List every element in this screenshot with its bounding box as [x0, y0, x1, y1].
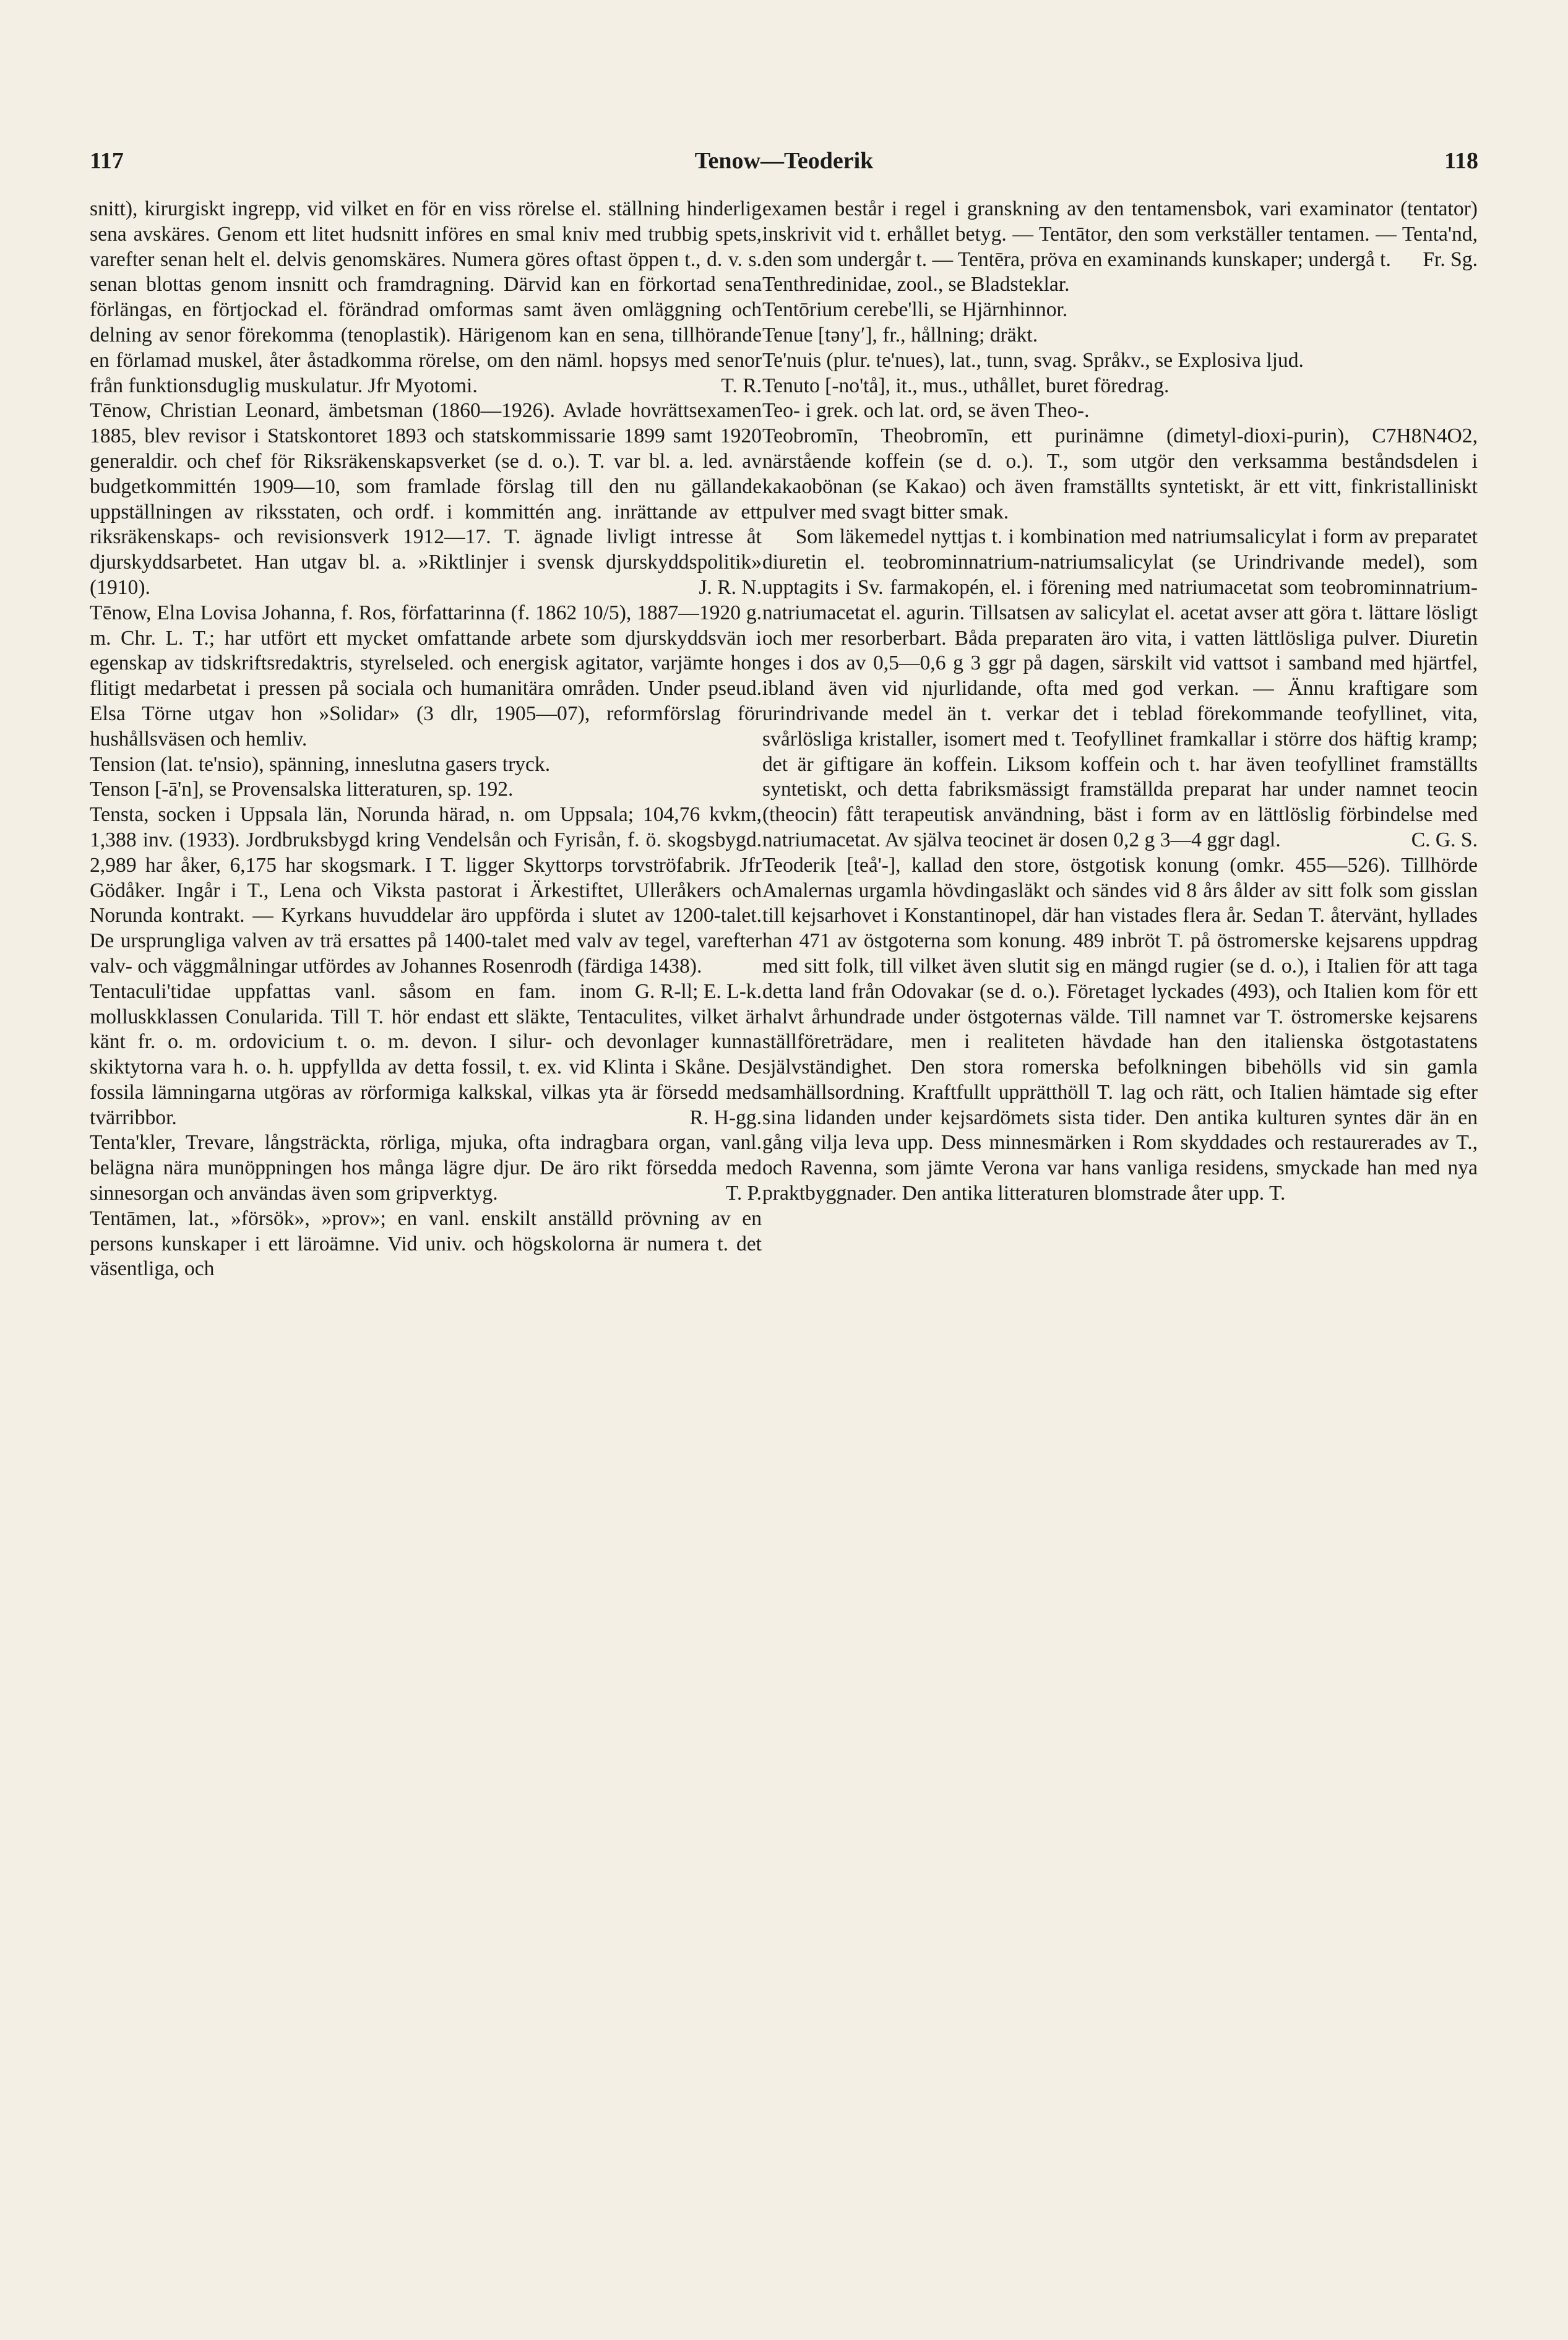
entry-tentamen-cont — [762, 197, 1478, 272]
entry-tenuto: Tenuto [-no'tå], it., mus., uthållet, buret föredrag. — [762, 374, 1170, 397]
left-column — [90, 197, 762, 1282]
entry-text: Tenta'kler, Trevare, långsträckta, rörliga, mjuka, ofta indragbara organ, vanl. belägna nära munöppningen hos många lägre djur. De äro rikt försedda med sinnesorgan och användas även som gripverktyg. — [90, 1131, 762, 1205]
entry-tenow-elna: Tēnow, Elna Lovisa Johanna, f. Ros, författarinna (f. 1862 10/5), 1887—1920 g. m. Chr. L. T.; har utfört ett mycket omfattande arbete som djurskyddsvän i egenskap av tidskriftsredaktris, styrelseled. och energisk agitator, varjämte hon flitigt medarbetat i pressen på sociala och humanitära områden. Under pseud. Elsa Törne utgav hon »Solidar» (3 dlr, 1905—07), reformförslag för hushållsväsen och hemliv. — [90, 601, 762, 751]
entry-text: Tentaculi'tidae uppfattas vanl. såsom en fam. inom molluskklassen Conularida. Till T. hör endast ett släkte, Tentaculites, vilket är känt fr. o. m. ordovicium t. o. m. devon. I silur- och devonlager kunna skiktytorna vara h. o. h. uppfyllda av detta fossil, t. ex. vid Klinta i Skåne. De fossila lämningarna utgöras av rörformiga kalkskal, vilkas yta är försedd med tvärribbor. — [90, 979, 762, 1129]
page-header — [90, 147, 1478, 191]
entry-tentamen: Tentāmen, lat., »försök», »prov»; en vanl. enskilt anställd prövning av en persons kunskaper i ett läroämne. Vid univ. och högskolorna är numera t. det väsentliga, och — [90, 1207, 762, 1281]
signature: G. R-ll; E. L-k. — [634, 979, 762, 1003]
right-column — [762, 197, 1478, 1207]
signature: T. P. — [725, 1182, 762, 1205]
entry-tenson: Tenson [-ā'n], se Provensalska litteraturen, sp. 192. — [90, 778, 514, 801]
entry-tenue: Tenue [tənyʹ], fr., hållning; dräkt. — [762, 323, 1038, 346]
entry-tenotomi-cont — [90, 197, 762, 398]
entry-tension: Tension (lat. te'nsio), spänning, inneslutna gasers tryck. — [90, 752, 551, 776]
entry-teo: Teo- i grek. och lat. ord, se även Theo-. — [762, 399, 1090, 423]
entry-text: Tēnow, Christian Leonard, ämbetsman (1860—1926). Avlade hovrättsexamen 1885, blev revisor i Statskontoret 1893 och statskommissarie 1899 samt 1920 generaldir. och chef för Riksräkenskapsverket (se d. o.). T. var bl. a. led. av budgetkommittén 1909—10, som framlade förslag till den nu gällande uppställningen av riksstaten, och ordf. i kommittén ang. inrättande av ett riksräkenskaps- och revisionsverk 1912—17. T. ägnade livligt intresse åt djurskyddsarbetet. Han utgav bl. a. »Riktlinjer i svensk djurskyddspolitik» (1910). — [90, 399, 762, 599]
left-page-number: 117 — [90, 148, 124, 174]
entry-tentakler — [90, 1130, 762, 1206]
signature: J. R. N. — [699, 575, 762, 599]
signature: C. G. S. — [1411, 828, 1478, 851]
entry-teobromin: Teobromīn, Theobromīn, ett purinämne (dimetyl-dioxi-purin), C7H8N4O2, närstående koffein (se d. o.). T., som utgör den verksamma beståndsdelen i kakaobönan (se Kakao) och även framställts syntetiskt, är ett vitt, finkristalliniskt pulver med svagt bitter smak. — [762, 424, 1478, 523]
right-page-number: 118 — [1444, 148, 1478, 174]
entry-text: snitt), kirurgiskt ingrepp, vid vilket en för en viss rörelse el. ställning hinderlig sena avskäres. Genom ett litet hudsnitt införes en smal kniv med trubbig spets, varefter senan helt el. delvis genomskäres. Numera göres oftast öppen t., d. v. s. senan blottas genom insnitt och framdragning. Därvid kan en förkortad sena förlängas, en förtjockad el. förändrad omformas samt även omläggning och delning av senor förekomma (tenoplastik). Härigenom kan en sena, tillhörande en förlamad muskel, åter åstadkomma rörelse, om den näml. hopsys med senor från funktionsduglig muskulatur. Jfr Myotomi. — [90, 197, 762, 397]
entry-tentorium: Tentōrium cerebe'lli, se Hjärnhinnor. — [762, 298, 1068, 322]
signature: T. R. — [721, 374, 762, 397]
entry-text: Tensta, socken i Uppsala län, Norunda härad, n. om Uppsala; 104,76 kvkm, 1,388 inv. (1933). Jordbruksbygd kring Vendelsån och Fyrisån, f. ö. skogsbygd. 2,989 har åker, 6,175 har skogsmark. I T. ligger Skyttorps torvströfabrik. Jfr Gödåker. Ingår i T., Lena och Viksta pastorat i Ärkestiftet, Ulleråkers och Norunda kontrakt. — Kyrkans huvuddelar äro uppförda i slutet av 1200-talet. De ursprungliga valven av trä ersattes på 1400-talet med valv av tegel, varefter valv- och väggmålningar utfördes av Johannes Rosenrodh (färdiga 1438). — [90, 803, 762, 978]
signature: Fr. Sg. — [1423, 247, 1478, 271]
signature: R. H-gg. — [689, 1106, 762, 1129]
entry-teoderik: Teoderik [teå'-], kallad den store, östgotisk konung (omkr. 455—526). Tillhörde Amalernas urgamla hövdingasläkt och sändes vid 8 års ålder av sitt folk som gisslan till kejsarhovet i Konstantinopel, där han vistades flera år. Sedan T. återvänt, hyllades han 471 av östgoterna som konung. 489 inbröt T. på östromerske kejsarens uppdrag med sitt folk, till vilket även slutit sig en mängd rugier (se d. o.), i Italien för att taga detta land från Odovakar (se d. o.). Företaget lyckades (493), och Italien kom för ett halvt århundrade under östgoternas välde. Till namnet var T. östromerske kejsarens ställföreträdare, men i realiteten hävdade han den italienska östgotastatens självständighet. Den stora romerska befolkningen bibehölls vid sin gamla samhällsordning. Kraftfullt upprätthöll T. lag och rätt, och Italien hämtade sig efter sina lidanden under kejsardömets sista tider. Den antika kulturen syntes där än en gång vilja leva upp. Dess minnesmärken i Rom skyddades och restaurerades av T., och Ravenna, som jämte Verona var hans vanliga residens, smyckade han med nya praktbyggnader. Den antika litteraturen blomstrade åter upp. T. — [762, 853, 1478, 1205]
entry-tenow-christian — [90, 398, 762, 600]
entry-tensta — [90, 802, 762, 1003]
entry-tenuis: Te'nuis (plur. te'nues), lat., tunn, svag. Språkv., se Explosiva ljud. — [762, 348, 1304, 372]
entry-tenthredinidae: Tenthredinidae, zool., se Bladsteklar. — [762, 273, 1070, 296]
entry-text: Som läkemedel nyttjas t. i kombination med natriumsalicylat i form av preparatet diuretin el. teobrominnatrium-natriumsalicylat (se Urindrivande medel), som upptagits i Sv. farmakopén, el. i förening med natriumacetat som teobrominnatrium-natriumacetat el. agurin. Tillsatsen av salicylat el. acetat avser att göra t. lättare lösligt och mer resorberbart. Båda preparaten äro vita, i vatten lättlösliga pulver. Diuretin ges i dos av 0,5—0,6 g 3 ggr på dagen, särskilt vid vattsot i samband med hjärtfel, ibland även vid njurlidande, ofta med god verkan. — Ännu kraftigare som urindrivande medel än t. verkar det i teblad förekommande teofyllinet, vita, svårlösliga kristaller, isomert med t. Teofyllinet framkallar i större dos häftig kramp; det är giftigare än koffein. Liksom koffein och t. har även teofyllinet framställts syntetiskt, och detta fabriksmässigt framställda preparat har under namnet teocin (theocin) fått terapeutisk användning, bäst i form av en lättlöslig förbindelse med natriumacetat. Av själva teocinet är dosen 0,2 g 3—4 ggr dagl. — [762, 525, 1478, 851]
entry-teobromin-medicine — [762, 525, 1478, 853]
entry-text: examen består i regel i granskning av den tentamensbok, vari examinator (tentator) inskrivit vid t. erhållet betyg. — Tentātor, den som verkställer tentamen. — Tenta'nd, den som undergår t. — Tentēra, pröva en examinands kunskaper; undergå t. — [762, 197, 1478, 271]
running-title: Tenow—Teoderik — [694, 148, 874, 174]
